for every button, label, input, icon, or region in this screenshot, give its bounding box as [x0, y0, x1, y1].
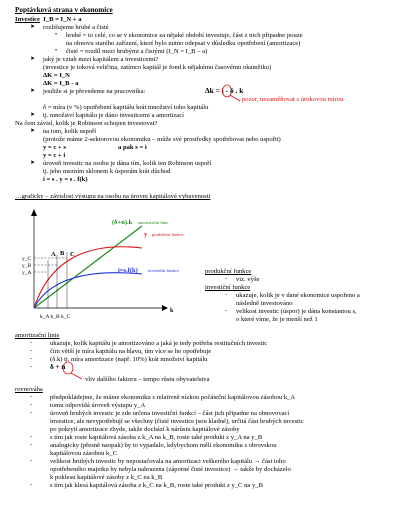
arrow-bullet-icon: ➤: [30, 56, 36, 62]
text-line: Na čem závisí, kolik je Robinson schopen investovat?: [15, 120, 158, 127]
curve-label: i=s.f(k): [118, 267, 138, 274]
solow-diagram: [12, 200, 197, 325]
subheading: amortizační linie: [15, 332, 60, 339]
dash-bullet-icon: -: [30, 434, 32, 440]
arrow-bullet-icon: ➤: [30, 128, 36, 134]
dash-bullet-icon: -: [30, 340, 32, 346]
page-title: Poptávková strana v ekonomice: [15, 6, 113, 14]
text-line: ukazuje, kolik je v dané ekonomice uspořeno a: [236, 292, 360, 299]
investice-heading: Investice I_B = I_N + a: [15, 16, 82, 23]
dash-bullet-icon: -: [30, 482, 32, 488]
text-line: následně investováno: [236, 300, 293, 307]
x-axis-label: k: [170, 308, 174, 314]
text-line: (protože máme 2-sektorovou ekonomiku – může své prostředky spotřebovat nebo uspořit): [43, 136, 281, 143]
formula: y = c + s: [43, 144, 66, 151]
point-c-label: C: [70, 251, 75, 258]
x-axis-arrow-icon: [162, 305, 168, 311]
text-line: na tom, kolik uspoří: [43, 128, 97, 135]
curve-note: produkční funkce: [152, 232, 184, 237]
formula-per-worker: Δk = i - δ . k: [205, 86, 244, 95]
text-line: kapitálovou zásobou k_C: [50, 450, 118, 457]
x-tick-labels: k_A k_B k_C: [40, 314, 71, 320]
text-line: předpokládejme, že máme ekonomiku s relativně nízkou počáteční kapitálovou zásobou k_A: [50, 394, 296, 401]
text-line: po pokrytí amortizace zbyde, takže dochází k nárůstu kapitálové zásoby: [50, 426, 240, 433]
text-line: úroveň hrubých investic je zde určena investiční funkcí – část jich připadne na obnovovací: [50, 410, 290, 417]
text-line: na obnovu starého zařízení, které bylo nutno odepsat v důsledku opotřebení (amortizace): [66, 40, 301, 47]
dot-bullet-icon: •: [55, 32, 58, 38]
text-line: (investice je toková veličina, zatímco kapitál je fond k nějakému časovému okamžiku): [43, 64, 272, 71]
formula: ΔK = I_B - a: [43, 80, 79, 87]
arrow-bullet-icon: ➤: [30, 112, 36, 118]
text-line: viz. výše: [236, 276, 260, 283]
dot-bullet-icon: •: [55, 48, 58, 54]
curve-note: amortizační linie: [138, 220, 169, 225]
annotation-note: vliv dalšího faktoru – tempo růstu obyvatelstva: [85, 376, 210, 383]
text-line: jaký je vztah mezi kapitálem a investicemi?: [43, 56, 159, 63]
text-line: úroveň investic na osobu je dána tím, kolik ten Robinson uspoří: [43, 160, 212, 167]
formula: ΔK = I_N: [43, 72, 70, 79]
text-line: velikost investic (úspor) je dána konstantou s,: [236, 308, 357, 315]
text-line: s tím jak roste kapitálová zásoba z k_A na k_B, roste také produkt z y_A na y_B: [50, 434, 263, 441]
text-line: investice, ale nevypotřebují se všechny (čisté investice jsou kladné), určitá část hrubých investic: [50, 418, 304, 425]
arrow-bullet-icon: ➤: [30, 24, 36, 30]
point-a-label: A: [51, 251, 56, 258]
dash-bullet-icon: -: [30, 402, 32, 408]
investment-curve: [34, 273, 142, 308]
text-line: hrubé = to celé, co se v ekonomice za nějaké období investuje, část z nich připadne pouze: [66, 32, 303, 39]
dash-bullet-icon: -: [225, 276, 227, 282]
subheading: investiční funkce: [205, 284, 251, 291]
text-line: o které víme, že je menší než 1: [236, 316, 318, 323]
y-tick-label: y_B: [22, 263, 32, 269]
text-line: analogicky (přesně naopak) by to vypadalo, kdybychom měli ekonomiku s obrovskou: [50, 442, 277, 449]
text-line: čisté = rozdíl mezi hrubými a čistými (I_N = I_B – a): [66, 48, 208, 55]
subheading: produkční funkce: [205, 268, 252, 275]
arrow-bullet-icon: ➤: [30, 160, 36, 166]
dash-bullet-icon: -: [30, 410, 32, 416]
annotation-note: pozor, nezaměňovat s úrokovou mírou: [242, 96, 344, 103]
text-line: velikost hrubých investic by nepostačovala na amortizaci veškerého kapitálu → část toho: [50, 458, 286, 465]
dash-bullet-icon: -: [30, 442, 32, 448]
text-line: ukazuje, kolik kapitálu je amortizováno a jaká je tedy potřeba restitučních investic: [50, 340, 268, 347]
text-line: tomu odpovídá úroveň výstupu y_A: [50, 402, 146, 409]
dash-bullet-icon: -: [30, 356, 32, 362]
y-tick-label: y_A: [22, 270, 32, 276]
dash-bullet-icon: -: [30, 364, 32, 370]
curve-label: y: [144, 231, 148, 238]
dash-bullet-icon: -: [30, 458, 32, 464]
text-line: k poklesu kapitálové zásoby z k_C na k_B: [50, 474, 163, 481]
text-line: tj. množství kapitálu je dáno investicemi a amortizací: [43, 112, 184, 119]
dash-bullet-icon: -: [30, 394, 32, 400]
text-line: (δ.k) tj. míra amortizace (např. 10%) krát množství kapitálu: [50, 356, 208, 363]
text-line: tj. jeho mezním sklonem k úsporám krát důchod: [43, 168, 171, 175]
y-axis-arrow-icon: [31, 209, 37, 216]
dash-bullet-icon: -: [225, 292, 227, 298]
text-line: čím větší je míra kapitálu na hlavu, tím více se ho opotřebuje: [50, 348, 212, 355]
formula: i = s . y = s . f(k): [43, 176, 88, 183]
arrow-bullet-icon: ➤: [30, 88, 36, 94]
formula: y = c + i: [43, 152, 66, 159]
y-tick-label: y_C: [22, 256, 32, 262]
graph-caption: …graficky – závislost výstupu na osobu na úrovni kapitálové vybavenosti: [15, 193, 211, 200]
text-line: δ = míra (v %) opotřebení kapitálu krát množství toho kapitálu: [43, 104, 209, 111]
subheading: rovnováha: [15, 386, 43, 393]
text-line: s tím jak klesá kapitálová zásoba z k_C na k_B, roste také produkt z y_C na y_B: [50, 482, 263, 489]
text-line: jestliže si je převedeme na pracovníka:: [43, 88, 146, 95]
text-line: rozlišujeme hrubé a čisté: [43, 24, 109, 31]
text-line: opotřebeného majetku by nebyla nahrazena (záporné čisté investice) → takže by docházelo: [50, 466, 291, 473]
dash-bullet-icon: -: [225, 308, 227, 314]
dash-bullet-icon: -: [30, 348, 32, 354]
formula: a pak s = i: [118, 144, 147, 151]
curve-label: (δ+n).k: [112, 219, 133, 226]
point-b-label: B: [60, 250, 65, 257]
curve-note: investiční funkce: [148, 268, 179, 273]
formula: δ + n: [50, 363, 66, 371]
